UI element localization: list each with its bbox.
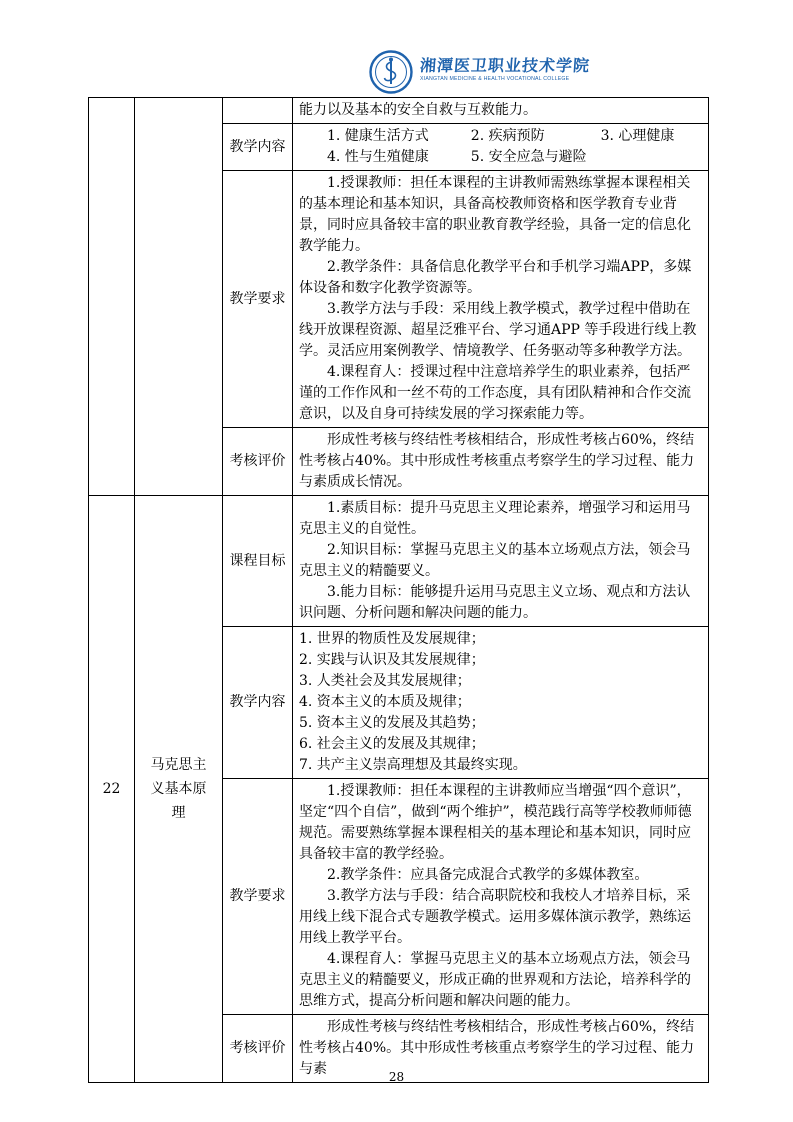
requirement-paragraph: 2.教学条件：具备信息化教学平台和手机学习端APP，多媒体设备和数字化教学资源等。 <box>299 259 692 296</box>
course-syllabus-table <box>88 97 709 1083</box>
teaching-requirements-cell <box>293 779 709 1015</box>
requirement-paragraph: 3.教学方法与手段：结合高职院校和我校人才培养目标，采用线上线下混合式专题教学模式。运用多媒体演示教学，熟练运用线上教学平台。 <box>299 888 691 946</box>
requirement-paragraph: 2.教学条件：应具备完成混合式教学的多媒体教室。 <box>327 867 649 883</box>
requirement-paragraph: 4.课程育人：授课过程中注意培养学生的职业素养，包括严谨的工作作风和一丝不苟的工作态度，具有团队精神和合作交流意识，以及自身可持续发展的学习探索能力等。 <box>299 364 691 422</box>
page-number: 28 <box>388 1070 405 1084</box>
row-number-cell-sec2 <box>89 496 135 1083</box>
college-name-en: XIANGTAN MEDICINE & HEALTH VOCATIONAL COLLEGE <box>419 76 570 82</box>
row-number: 22 <box>102 780 121 797</box>
college-name-block <box>420 56 707 88</box>
row-label-teaching-content: 教学内容 <box>223 627 293 779</box>
teaching-content-cell <box>293 124 709 171</box>
teaching-content-cell <box>293 627 709 779</box>
content-line: 4. 性与生殖健康 5. 安全应急与避险 <box>327 149 587 165</box>
continuation-text: 能力以及基本的安全自救与互救能力。 <box>299 102 537 118</box>
row-label-teaching-requirements: 教学要求 <box>223 171 293 428</box>
requirement-paragraph: 3.教学方法与手段：采用线上教学模式，教学过程中借助在线开放课程资源、超星泛雅平台、学习通APP 等手段进行线上教学。灵活应用案例教学、情境教学、任务驱动等多种教学方法。 <box>299 301 697 359</box>
assessment-text: 形成性考核与终结性考核相结合，形成性考核占60%，终结性考核占40%。其中形成性考核重点考察学生的学习过程、能力与素 <box>299 1019 695 1077</box>
course-name-cell-sec2 <box>135 496 223 1083</box>
college-logo <box>369 50 707 94</box>
row-label-empty <box>223 98 293 124</box>
assessment-cell <box>293 428 709 496</box>
course-name-cell-sec1 <box>135 98 223 496</box>
requirement-paragraph: 4.课程育人：掌握马克思主义的基本立场观点方法，领会马克思主义的精髓要义，形成正确的世界观和方法论，培养科学的思维方式，提高分析问题和解决问题的能力。 <box>299 951 691 1009</box>
row-label-assessment: 考核评价 <box>223 1015 293 1083</box>
objective-paragraph: 2.知识目标：掌握马克思主义的基本立场观点方法，领会马克思主义的精髓要义。 <box>299 542 691 579</box>
assessment-text: 形成性考核与终结性考核相结合，形成性考核占60%，终结性考核占40%。其中形成性考核重点考察学生的学习过程、能力与素质成长情况。 <box>299 432 695 490</box>
college-name-cn: 湘潭医卫职业技术学院 <box>419 56 591 75</box>
objectives-cell <box>293 496 709 627</box>
objective-paragraph: 3.能力目标：能够提升运用马克思主义立场、观点和方法认识问题、分析问题和解决问题的能力。 <box>299 584 691 621</box>
content-line: 3. 人类社会及其发展规律； <box>299 673 471 689</box>
row-label-teaching-content: 教学内容 <box>223 124 293 171</box>
content-line: 1. 健康生活方式 2. 疾病预防 3. 心理健康 <box>327 128 675 144</box>
content-line: 6. 社会主义的发展及其规律； <box>299 736 485 752</box>
table-row <box>89 496 709 627</box>
requirement-paragraph: 1.授课教师：担任本课程的主讲教师需熟练掌握本课程相关的基本理论和基本知识，具备高校教师资格和医学教育专业背景，同时应具备较丰富的职业教育教学经验，具备一定的信息化教学能力。 <box>299 175 691 254</box>
content-line: 4. 资本主义的本质及规律； <box>299 694 471 710</box>
row-number-cell-sec1 <box>89 98 135 496</box>
requirement-paragraph: 1.授课教师：担任本课程的主讲教师应当增强“四个意识”，坚定“四个自信”，做到“两个维护”，模范践行高等学校教师师德规范。需要熟练掌握本课程相关的基本理论和基本知识，同时应具备较丰富的教学经验。 <box>299 783 692 862</box>
objective-paragraph: 1.素质目标：提升马克思主义理论素养，增强学习和运用马克思主义的自觉性。 <box>299 500 691 537</box>
content-line: 5. 资本主义的发展及其趋势； <box>299 715 485 731</box>
content-line: 2. 实践与认识及其发展规律； <box>299 652 485 668</box>
continuation-cell <box>293 98 709 124</box>
row-label-assessment: 考核评价 <box>223 428 293 496</box>
table-row <box>89 98 709 124</box>
teaching-requirements-cell <box>293 171 709 428</box>
course-name: 马克思主义基本原理 <box>150 757 207 821</box>
content-line: 1. 世界的物质性及发展规律； <box>299 631 485 647</box>
row-label-teaching-requirements: 教学要求 <box>223 779 293 1015</box>
content-line: 7. 共产主义崇高理想及其最终实现。 <box>299 757 527 773</box>
college-emblem-icon <box>369 50 413 94</box>
row-label-objectives: 课程目标 <box>223 496 293 627</box>
